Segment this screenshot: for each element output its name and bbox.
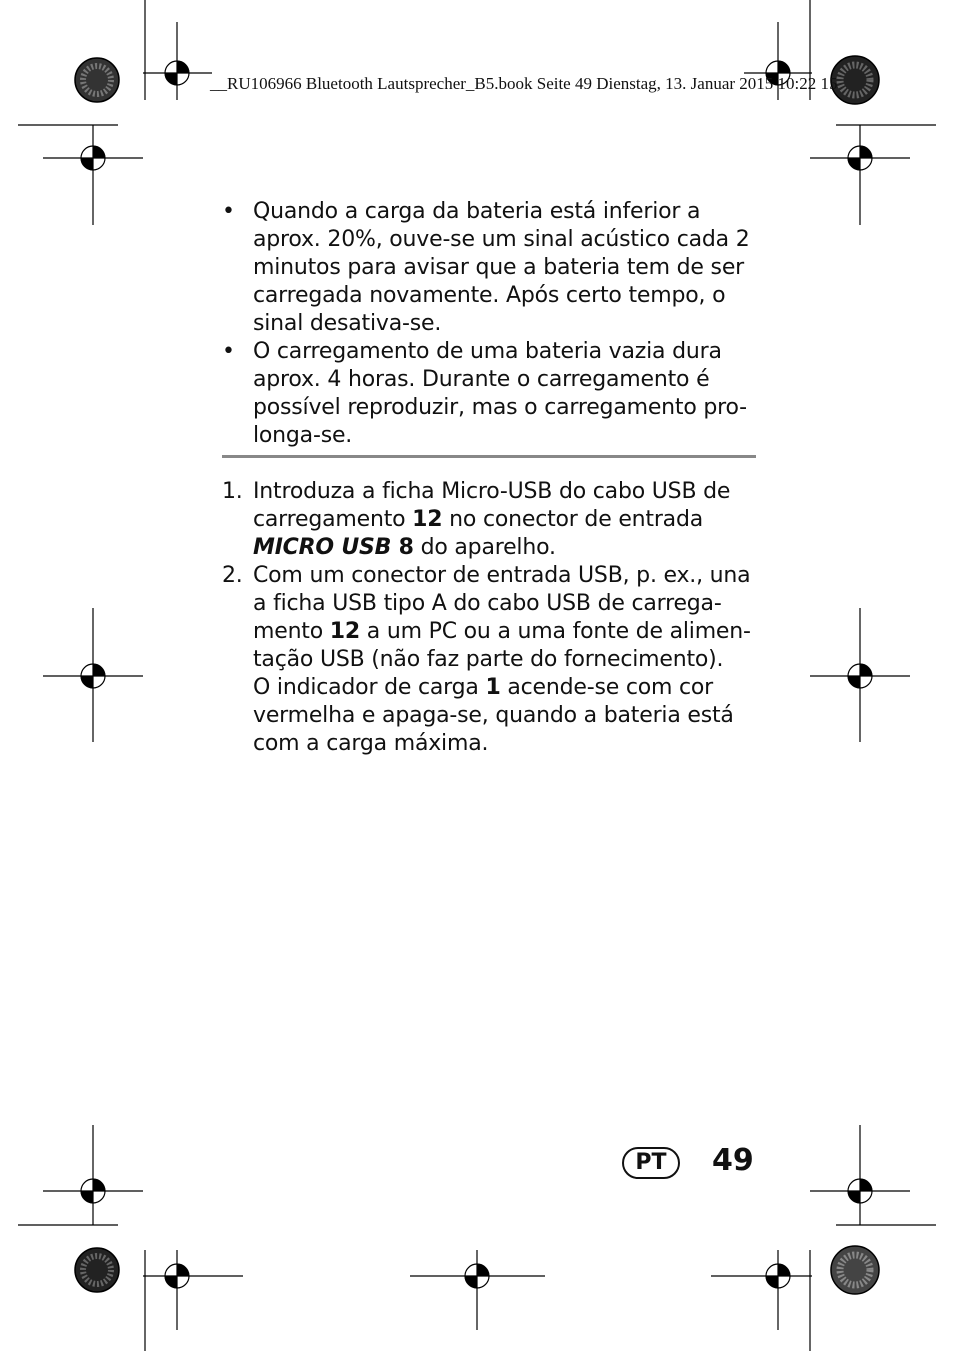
step-text: do aparelho. [413, 535, 556, 560]
page-number: 49 [712, 1143, 754, 1178]
cable-ref-number: 12 [412, 507, 443, 532]
list-item [222, 198, 762, 338]
indicator-ref-number: 1 [485, 675, 501, 700]
step-number: 2. [222, 563, 243, 588]
step-text: no conector de entrada [442, 507, 704, 532]
step-text: a um PC ou a uma fonte de alimen-tação USB (não faz parte do fornecimento). [253, 619, 751, 672]
port-ref-number: 8 [391, 535, 414, 560]
section-divider [222, 455, 756, 458]
language-badge: PT [622, 1147, 680, 1179]
bullet-list [222, 198, 762, 450]
bullet-text: O carregamento de uma bateria vazia dura aprox. 4 horas. Durante o carregamento é possível reproduzir, mas o carregamento pro-longa-se. [253, 339, 747, 448]
step-number: 1. [222, 479, 243, 504]
cable-ref-number: 12 [329, 619, 361, 644]
print-header: __RU106966 Bluetooth Lautsprecher_B5.book Seite 49 Dienstag, 13. Januar 2015 10:22 15 [210, 74, 838, 93]
step-text: acende-se com cor vermelha e apaga-se, quando a bateria está com a carga máxima. [253, 675, 734, 756]
bullet-text: Quando a carga da bateria está inferior a aprox. 20%, ouve-se um sinal acústico cada 2 minutos para avisar que a bateria tem de ser carregada novamente. Após certo tempo, o sinal desativa-se. [253, 199, 750, 336]
numbered-steps [222, 478, 762, 758]
step-text: Introduza a ficha Micro-USB do cabo USB de carregamento [253, 479, 731, 532]
step-item [222, 478, 762, 562]
step-text: O indicador de carga [253, 675, 486, 700]
bullet-marker: • [222, 199, 235, 224]
step-text: Com um conector de entrada USB, p. ex., una a ficha USB tipo A do cabo USB de carrega-mento [253, 563, 751, 644]
step-item [222, 562, 762, 758]
list-item [222, 338, 762, 450]
port-label: MICRO USB [253, 535, 392, 560]
bullet-marker: • [222, 339, 235, 364]
